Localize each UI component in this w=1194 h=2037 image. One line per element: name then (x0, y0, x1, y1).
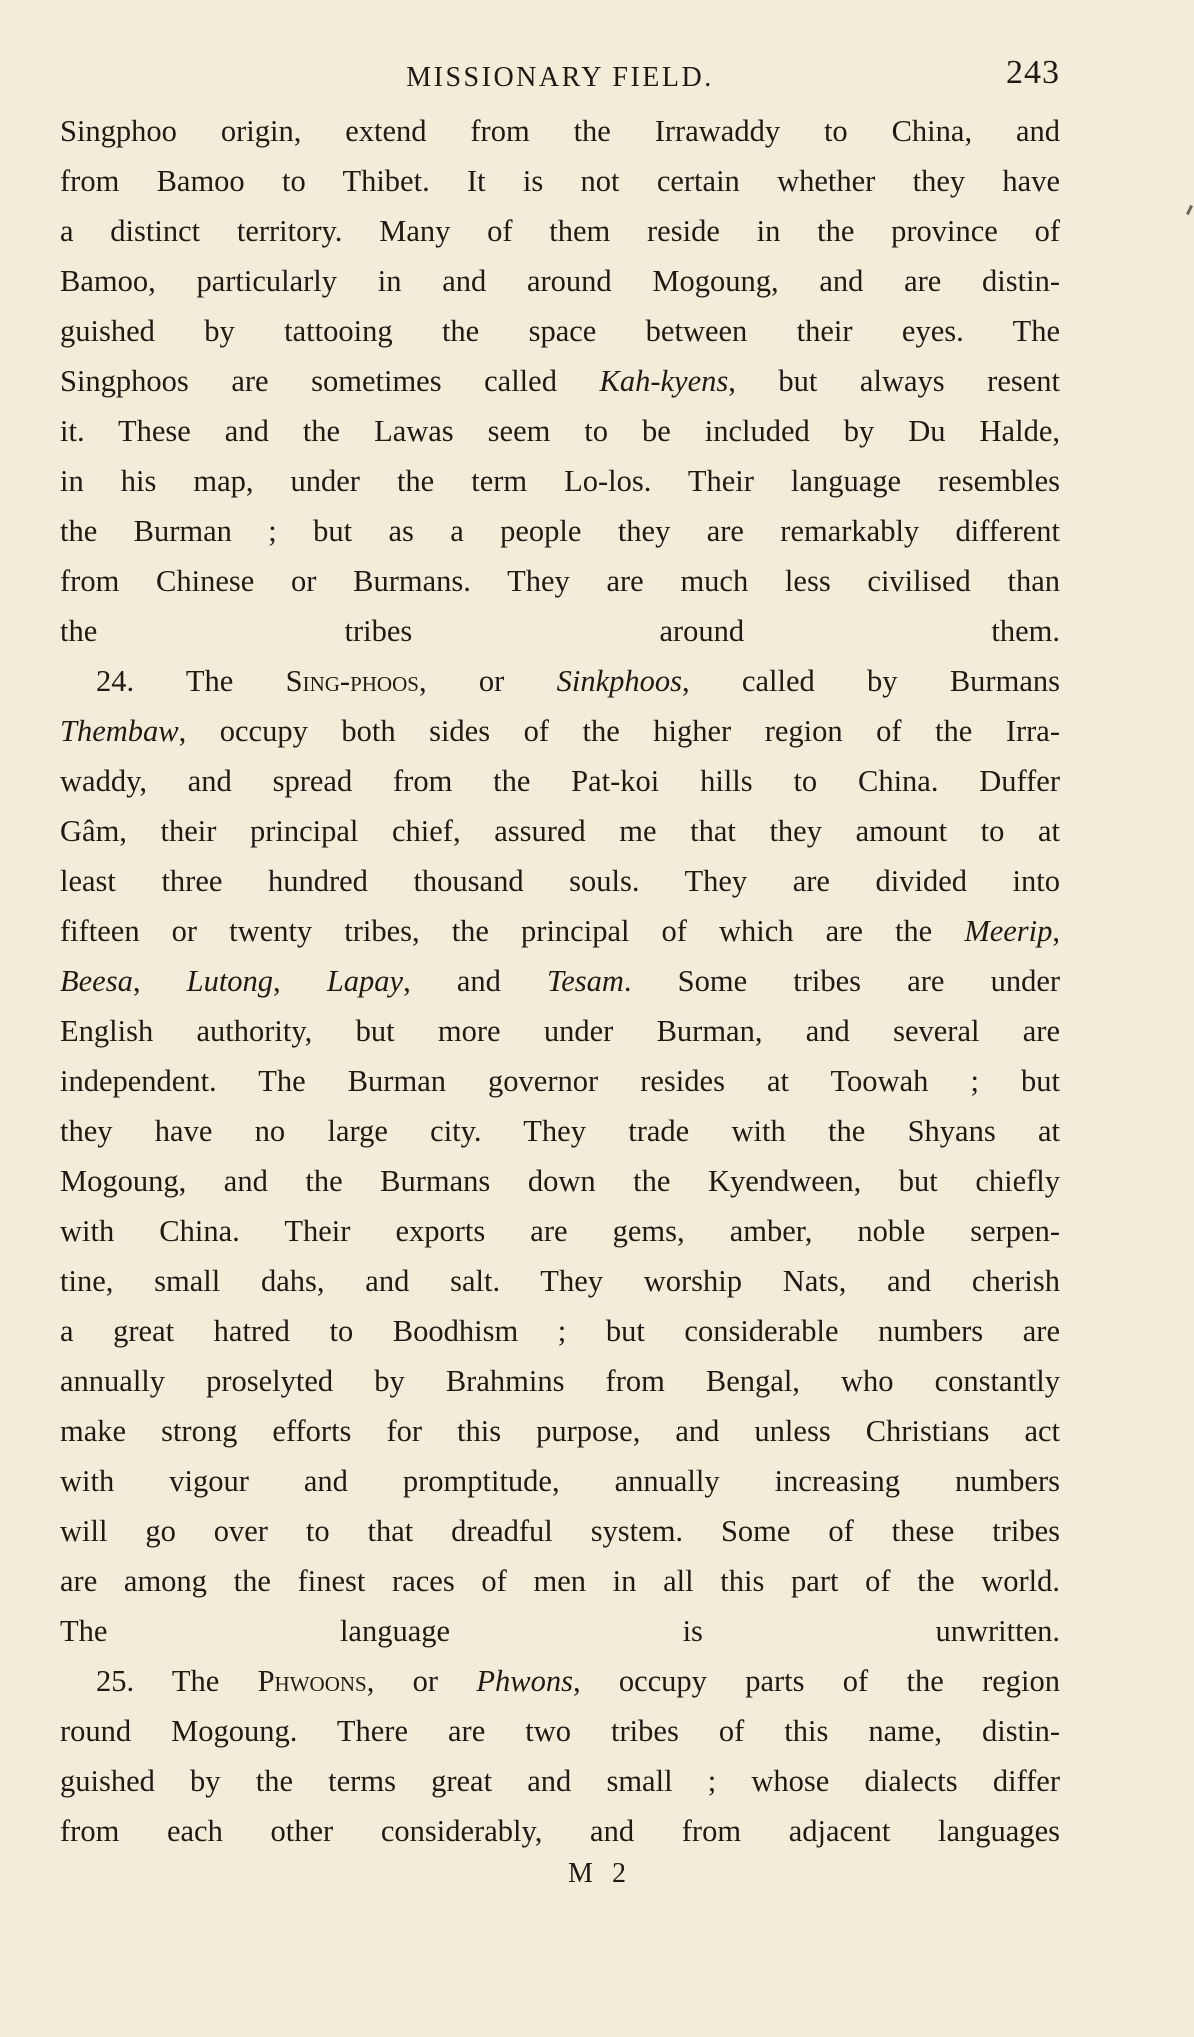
text-line: from Bamoo to Thibet. It is not certain whether they have (60, 164, 1060, 198)
italic-term: Phwons (476, 1664, 573, 1698)
page-number: 243 (1006, 54, 1060, 91)
text-line: a distinct territory. Many of them reside in the province of (60, 214, 1060, 248)
text-line: least three hundred thousand souls. They are divided into (60, 864, 1060, 898)
italic-term: Beesa (60, 964, 133, 998)
text-line: tine, small dahs, and salt. They worship Nats, and cherish (60, 1264, 1060, 1298)
text-line: Bamoo, particularly in and around Mogoung, and are distin- (60, 264, 1060, 298)
text-line: are among the finest races of men in all this part of the world. (60, 1564, 1060, 1598)
text-line: round Mogoung. There are two tribes of this name, distin- (60, 1714, 1060, 1748)
text-line: Singphoos are sometimes called Kah-kyens, but always resent (60, 364, 1060, 398)
text-line: Mogoung, and the Burmans down the Kyendween, but chiefly (60, 1164, 1060, 1198)
italic-term: Lutong (186, 964, 274, 998)
text-line: independent. The Burman governor resides at Toowah ; but (60, 1064, 1060, 1098)
small-caps-term: Sing-phoos (285, 664, 419, 698)
text-line: a great hatred to Boodhism ; but considerable numbers are (60, 1314, 1060, 1348)
italic-term: Thembaw (60, 714, 179, 748)
text-line: 24. The Sing-phoos, or Sinkphoos, called by Burmans (96, 664, 1060, 698)
text-line: with China. Their exports are gems, amber, noble serpen- (60, 1214, 1060, 1248)
text-line: guished by tattooing the space between their eyes. The (60, 314, 1060, 348)
text-line: The language is unwritten. (60, 1614, 1060, 1648)
italic-term: Sinkphoos (556, 664, 682, 698)
text-line: Beesa, Lutong, Lapay, and Tesam. Some tribes are under (60, 964, 1061, 998)
signature-mark: M 2 (568, 1858, 632, 1889)
text-line: with vigour and promptitude, annually increasing numbers (60, 1464, 1060, 1498)
text-line: in his map, under the term Lo-los. Their language resembles (60, 464, 1060, 498)
italic-term: Lapay (326, 964, 404, 998)
text-line: will go over to that dreadful system. Some of these tribes (60, 1514, 1060, 1548)
small-caps-term: Phwoons (257, 1664, 367, 1698)
text-line: 25. The Phwoons, or Phwons, occupy parts of the region (96, 1664, 1060, 1698)
body-text (60, 106, 1060, 1856)
running-head (60, 48, 1060, 106)
text-line: guished by the terms great and small ; whose dialects differ (60, 1764, 1060, 1798)
text-line: the Burman ; but as a people they are remarkably different (60, 514, 1060, 548)
text-line: from each other considerably, and from adjacent languages (60, 1814, 1060, 1848)
text-line: the tribes around them. (60, 614, 1060, 648)
book-page (60, 48, 1060, 1890)
text-line: from Chinese or Burmans. They are much less civilised than (60, 564, 1060, 598)
text-line: waddy, and spread from the Pat-koi hills to China. Duffer (60, 764, 1060, 798)
italic-term: Meerip (964, 914, 1053, 948)
text-line: it. These and the Lawas seem to be included by Du Halde, (60, 414, 1060, 448)
text-line: Singphoo origin, extend from the Irrawaddy to China, and (60, 114, 1060, 148)
text-line: fifteen or twenty tribes, the principal of which are the Meerip, (60, 914, 1061, 948)
running-title: MISSIONARY FIELD. (406, 62, 714, 93)
text-line: Thembaw, occupy both sides of the higher region of the Irra- (60, 714, 1060, 748)
text-line: English authority, but more under Burman, and several are (60, 1014, 1060, 1048)
italic-term: Kah-kyens (599, 364, 729, 398)
italic-term: Tesam (547, 964, 624, 998)
text-line: they have no large city. They trade with the Shyans at (60, 1114, 1060, 1148)
text-line: annually proselyted by Brahmins from Bengal, who constantly (60, 1364, 1060, 1398)
text-line: make strong efforts for this purpose, and unless Christians act (60, 1414, 1060, 1448)
text-line: Gâm, their principal chief, assured me that they amount to at (60, 814, 1060, 848)
margin-mark (1186, 205, 1193, 215)
